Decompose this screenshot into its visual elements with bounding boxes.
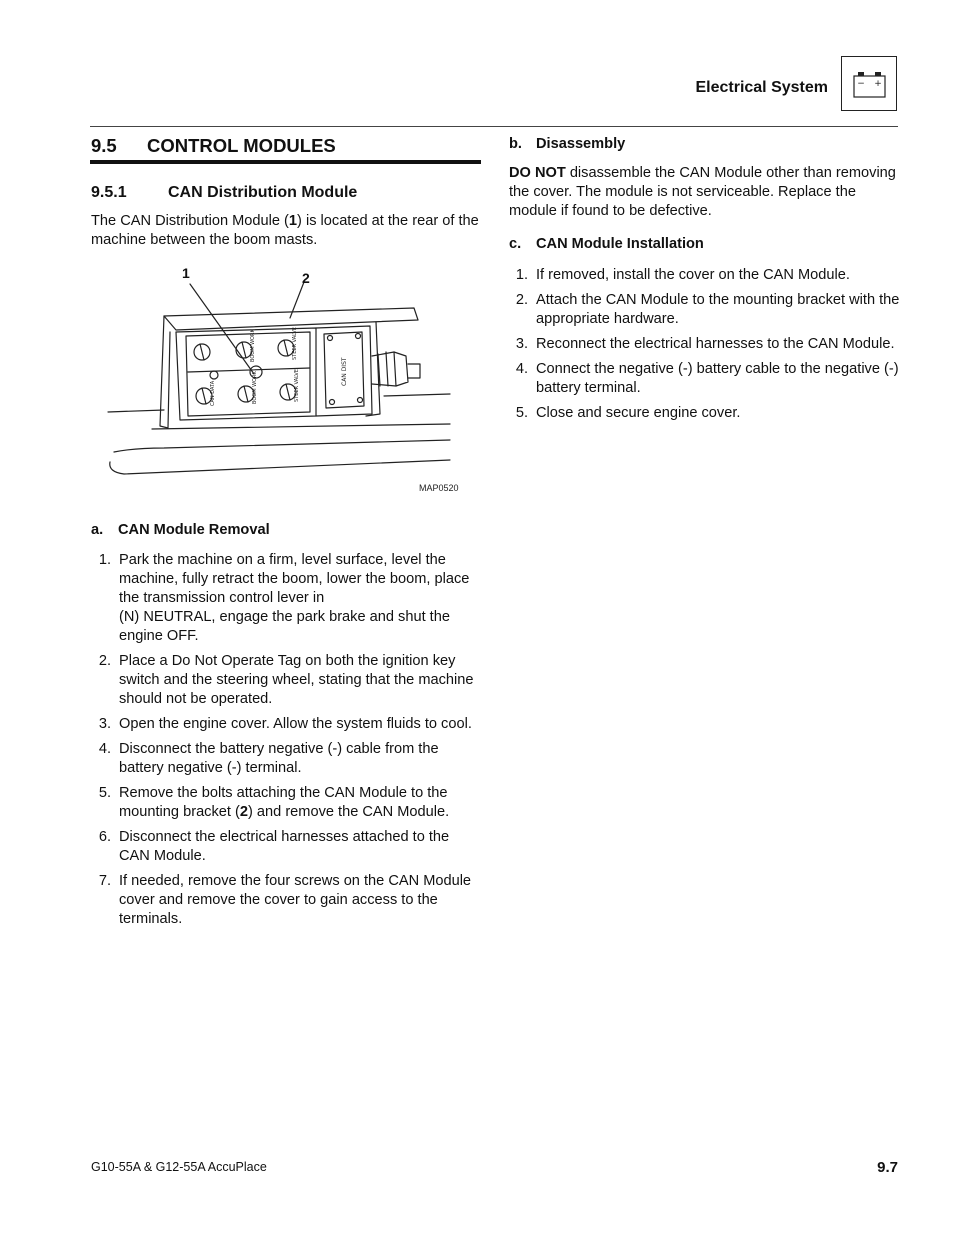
fuse-label-1: BOOM WORK (250, 329, 256, 362)
running-header-title: Electrical System (695, 79, 828, 96)
list-item: 4. Disconnect the battery negative (-) cable from the battery negative (-) terminal. (98, 741, 439, 776)
fuse-label-2: STEER VALVE (292, 327, 298, 360)
list-item: 5. Remove the bolts attaching the CAN Module to the mounting bracket (2) and remove the CAN Module. (98, 785, 450, 820)
list-item: 3. Reconnect the electrical harnesses to the CAN Module. (515, 336, 895, 352)
intro-paragraph: The CAN Distribution Module (1) is located at the rear of the machine between the boom masts. (91, 213, 479, 248)
battery-plus-glyph: + (874, 79, 882, 89)
section-heading (91, 135, 481, 157)
list-item: 4. Connect the negative (-) battery cable to the negative (-) battery terminal. (515, 361, 899, 396)
page-number: 9.7 (877, 1159, 898, 1176)
installation-heading: c. CAN Module Installation (509, 236, 704, 252)
disassembly-heading: b. Disassembly (509, 136, 626, 152)
section-rule (90, 160, 481, 164)
list-item: 7. If needed, remove the four screws on the CAN Module cover and remove the cover to gain access to the terminals. (98, 873, 472, 927)
battery-icon (841, 56, 897, 111)
header-rule (90, 126, 898, 127)
subsection-title: CAN Distribution Module (168, 184, 358, 201)
section-number: 9.5 (91, 135, 117, 156)
callout-2: 2 (302, 270, 310, 286)
battery-minus-glyph: − (857, 79, 865, 89)
list-item: 2. Attach the CAN Module to the mounting bracket with the appropriate hardware. (515, 292, 900, 327)
can-module-illustration (104, 264, 464, 496)
installation-steps (508, 266, 900, 429)
subsection-heading (91, 184, 481, 202)
footer-model: G10-55A & G12-55A AccuPlace (91, 1160, 267, 1174)
list-item: 1. Park the machine on a firm, level surface, level the machine, fully retract the boom, lower the boom, place the transmission control lever in (N) NEUTRAL, engage the park brake and shut the engine OFF. (98, 552, 470, 644)
ref-1: 1 (288, 213, 298, 229)
disassembly-paragraph: DO NOT disassemble the CAN Module other than removing the cover. The module is not serviceable. Replace the module if found to be defective. (509, 165, 896, 219)
ref-2: 2 (239, 804, 248, 820)
section-title: CONTROL MODULES (147, 135, 336, 156)
do-not-emphasis: DO NOT (509, 165, 566, 181)
callout-1: 1 (182, 265, 190, 281)
figure-id: MAP0520 (419, 483, 459, 493)
list-item: 2. Place a Do Not Operate Tag on both the ignition key switch and the steering wheel, stating that the machine should not be operated. (98, 653, 474, 707)
removal-heading: a. CAN Module Removal (91, 522, 270, 538)
can-module-figure (104, 264, 464, 496)
list-item: 6. Disconnect the electrical harnesses attached to the CAN Module. (98, 829, 450, 864)
fuse-label-3: CAN DATA (210, 380, 216, 406)
fuse-label-5: STEER VALVE (294, 369, 300, 402)
fuse-label-4: BOOM WORK (252, 371, 258, 404)
module-label: CAN DIST (341, 357, 348, 386)
removal-steps (91, 551, 483, 935)
list-item: 3. Open the engine cover. Allow the system fluids to cool. (98, 716, 472, 732)
list-item: 1. If removed, install the cover on the CAN Module. (515, 267, 850, 283)
list-item: 5. Close and secure engine cover. (515, 405, 741, 421)
subsection-number: 9.5.1 (91, 184, 127, 201)
